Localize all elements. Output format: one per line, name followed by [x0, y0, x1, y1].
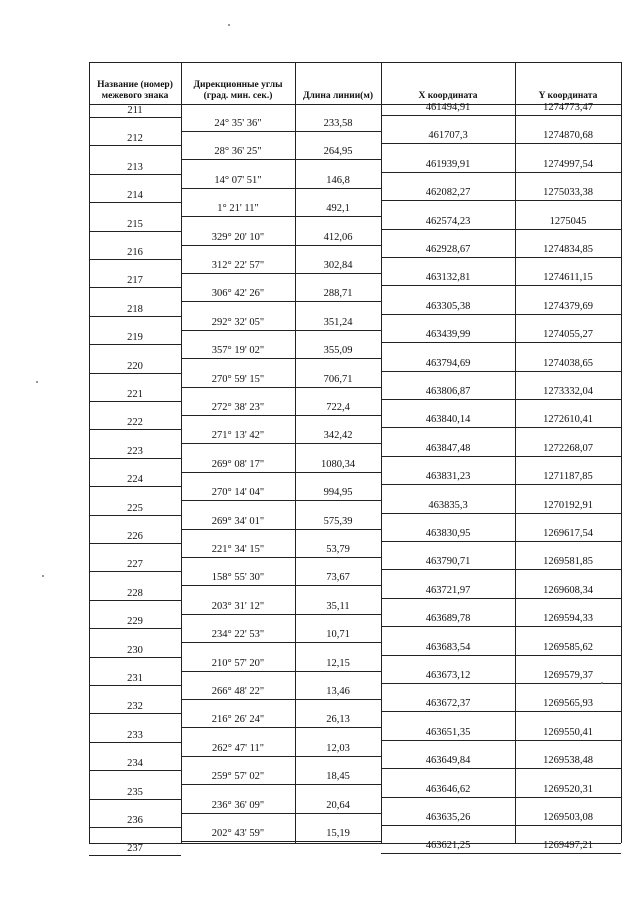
- row-line: [181, 216, 381, 217]
- row-line: [381, 853, 621, 854]
- y-coordinate: 1275033,38: [543, 187, 593, 199]
- y-coordinate: 1274997,54: [543, 158, 593, 170]
- line-length: 18,45: [326, 771, 350, 783]
- point-name: 236: [127, 815, 143, 826]
- row-line: [381, 626, 621, 627]
- point-name: 212: [127, 133, 143, 145]
- row-line: [181, 813, 381, 814]
- row-line: [89, 713, 181, 714]
- x-coordinate: 463835,3: [428, 499, 468, 511]
- point-name: 214: [127, 190, 143, 202]
- x-coordinate: 461939,91: [425, 158, 471, 170]
- point-name: 213: [127, 161, 143, 173]
- point-name: 225: [127, 502, 143, 514]
- row-line: [89, 373, 181, 374]
- row-line: [381, 683, 621, 684]
- x-coordinate: 462574,23: [425, 215, 471, 227]
- y-coordinate: 1273332,04: [543, 386, 593, 397]
- header-angle: Дирекционные углы (град. мин. сек.): [193, 80, 283, 101]
- row-line: [381, 143, 621, 144]
- y-coordinate: 1274055,27: [543, 329, 593, 341]
- line-length: 12,03: [326, 742, 350, 754]
- line-length: 13,46: [326, 686, 350, 697]
- direction-angle: 306° 42' 26": [211, 288, 265, 300]
- direction-angle: 329° 20' 10": [211, 231, 265, 243]
- x-coordinate: 463651,35: [425, 726, 471, 738]
- y-coordinate: 1269520,31: [543, 783, 593, 795]
- row-line: [381, 342, 621, 343]
- y-coordinate: 1269565,93: [543, 698, 593, 710]
- header-y: Y координата: [538, 91, 598, 101]
- direction-angle: 202° 43' 59": [211, 828, 265, 839]
- row-line: [181, 472, 381, 473]
- point-name: 219: [127, 332, 143, 344]
- row-line: [381, 541, 621, 542]
- direction-angle: 1° 21' 11": [217, 203, 259, 215]
- row-line: [381, 200, 621, 201]
- line-length: 492,1: [326, 203, 350, 215]
- scan-speck: [36, 381, 38, 383]
- line-length: 722,4: [326, 402, 350, 413]
- row-line: [89, 62, 621, 63]
- row-line: [181, 557, 381, 558]
- row-line: [381, 399, 621, 400]
- x-coordinate: 461494,91: [425, 102, 471, 113]
- y-coordinate: 1269538,48: [543, 755, 593, 767]
- row-line: [89, 770, 181, 771]
- row-line: [381, 797, 621, 798]
- line-length: 35,11: [326, 600, 350, 612]
- header-x: X координата: [418, 91, 478, 101]
- row-line: [181, 245, 381, 246]
- row-line: [89, 486, 181, 487]
- row-line: [381, 655, 621, 656]
- row-line: [89, 600, 181, 601]
- line-length: 264,95: [323, 146, 353, 158]
- direction-angle: 270° 59' 15": [211, 373, 265, 385]
- row-line: [89, 515, 181, 516]
- y-coordinate: 1274611,15: [543, 272, 593, 284]
- x-coordinate: 463635,26: [425, 812, 471, 823]
- row-line: [181, 500, 381, 501]
- x-coordinate: 463790,71: [425, 556, 471, 568]
- x-coordinate: 463689,78: [425, 613, 471, 625]
- row-line: [381, 456, 621, 457]
- point-name: 218: [127, 303, 143, 315]
- header-name: Название (номер) межевого знака: [97, 80, 173, 101]
- y-coordinate: 1274773,47: [543, 102, 593, 113]
- x-coordinate: 463683,54: [425, 641, 471, 653]
- direction-angle: 262° 47' 11": [212, 742, 264, 754]
- row-line: [381, 427, 621, 428]
- y-coordinate: 1274870,68: [543, 130, 593, 142]
- row-line: [181, 699, 381, 700]
- row-line: [181, 529, 381, 530]
- row-line: [181, 585, 381, 586]
- row-line: [89, 145, 181, 146]
- row-line: [381, 484, 621, 485]
- y-coordinate: 1272610,41: [543, 414, 593, 426]
- x-coordinate: 462082,27: [425, 187, 471, 199]
- point-name: 229: [127, 616, 143, 628]
- point-name: 217: [127, 275, 143, 287]
- line-length: 1080,34: [320, 458, 356, 470]
- row-line: [89, 799, 181, 800]
- point-name: 216: [127, 247, 143, 258]
- row-line: [381, 569, 621, 570]
- direction-angle: 272° 38' 23": [211, 402, 265, 413]
- scan-speck: [42, 575, 44, 577]
- point-name: 234: [127, 758, 143, 770]
- row-line: [89, 742, 181, 743]
- row-line: [89, 429, 181, 430]
- row-line: [89, 571, 181, 572]
- row-line: [89, 344, 181, 345]
- scan-speck: [228, 24, 230, 26]
- line-length: 706,71: [323, 373, 353, 385]
- row-line: [181, 642, 381, 643]
- point-name: 223: [127, 445, 143, 457]
- row-line: [89, 543, 181, 544]
- x-coordinate: 463847,48: [425, 442, 471, 454]
- row-line: [89, 259, 181, 260]
- column-line: [621, 62, 622, 843]
- y-coordinate: 1272268,07: [543, 442, 593, 454]
- y-coordinate: 1269581,85: [543, 556, 593, 568]
- line-length: 575,39: [323, 515, 353, 527]
- line-length: 26,13: [326, 714, 350, 726]
- y-coordinate: 1269617,54: [543, 528, 593, 539]
- row-line: [181, 159, 381, 160]
- row-line: [89, 827, 181, 828]
- line-length: 233,58: [323, 118, 353, 129]
- y-coordinate: 1271187,85: [543, 471, 593, 483]
- row-line: [181, 358, 381, 359]
- direction-angle: 14° 07' 51": [214, 174, 262, 186]
- direction-angle: 270° 14' 04": [211, 487, 265, 499]
- direction-angle: 221° 34' 15": [211, 544, 265, 555]
- row-line: [89, 316, 181, 317]
- point-name: 232: [127, 701, 143, 713]
- line-length: 146,8: [326, 174, 350, 186]
- y-coordinate: 1274834,85: [543, 244, 593, 255]
- row-line: [181, 188, 381, 189]
- header-length: Длина линии(м): [303, 91, 373, 101]
- point-name: 226: [127, 531, 143, 542]
- point-name: 224: [127, 474, 143, 486]
- row-line: [381, 740, 621, 741]
- y-coordinate: 1269608,34: [543, 584, 593, 596]
- row-line: [181, 841, 381, 842]
- row-line: [89, 287, 181, 288]
- direction-angle: 158° 55' 30": [211, 572, 265, 584]
- direction-angle: 259° 57' 02": [211, 771, 265, 783]
- row-line: [181, 784, 381, 785]
- x-coordinate: 463305,38: [425, 300, 471, 312]
- x-coordinate: 463830,95: [425, 528, 471, 539]
- row-line: [181, 387, 381, 388]
- direction-angle: 24° 35' 36": [214, 118, 262, 129]
- line-length: 10,71: [326, 629, 350, 641]
- y-coordinate: 1274038,65: [543, 357, 593, 369]
- y-coordinate: 1269497,21: [543, 840, 593, 852]
- row-line: [181, 614, 381, 615]
- direction-angle: 357° 19' 02": [211, 345, 265, 357]
- direction-angle: 269° 34' 01": [211, 515, 265, 527]
- row-line: [181, 330, 381, 331]
- x-coordinate: 463840,14: [425, 414, 471, 426]
- row-line: [381, 598, 621, 599]
- x-coordinate: 463673,12: [425, 670, 471, 681]
- x-coordinate: 463646,62: [425, 783, 471, 795]
- row-line: [381, 711, 621, 712]
- point-name: 221: [127, 389, 143, 400]
- row-line: [89, 401, 181, 402]
- point-name: 235: [127, 786, 143, 798]
- row-line: [181, 301, 381, 302]
- point-name: 222: [127, 417, 143, 429]
- row-line: [89, 628, 181, 629]
- row-line: [181, 727, 381, 728]
- point-name: 215: [127, 218, 143, 230]
- x-coordinate: 463806,87: [425, 386, 471, 397]
- row-line: [89, 685, 181, 686]
- x-coordinate: 463831,23: [425, 471, 471, 483]
- line-length: 994,95: [323, 487, 353, 499]
- row-line: [181, 273, 381, 274]
- row-line: [181, 443, 381, 444]
- y-coordinate: 1269503,08: [543, 812, 593, 823]
- y-coordinate: 1274379,69: [543, 300, 593, 312]
- line-length: 73,67: [326, 572, 350, 584]
- scan-speck: [601, 682, 603, 684]
- direction-angle: 312° 22' 57": [211, 260, 265, 271]
- point-name: 227: [127, 559, 143, 571]
- direction-angle: 216° 26' 24": [211, 714, 265, 726]
- row-line: [181, 131, 381, 132]
- point-name: 220: [127, 360, 143, 372]
- line-length: 412,06: [323, 231, 353, 243]
- row-line: [381, 513, 621, 514]
- direction-angle: 269° 08' 17": [211, 458, 265, 470]
- point-name: 237: [127, 843, 143, 855]
- row-line: [89, 843, 621, 844]
- direction-angle: 266° 48' 22": [211, 686, 265, 697]
- coordinates-table: [89, 62, 621, 855]
- y-coordinate: 1269594,33: [543, 613, 593, 625]
- y-coordinate: 1269585,62: [543, 641, 593, 653]
- row-line: [381, 371, 621, 372]
- y-coordinate: 1269579,37: [543, 670, 593, 681]
- row-line: [89, 202, 181, 203]
- direction-angle: 28° 36' 25": [214, 146, 262, 158]
- line-length: 20,64: [326, 799, 350, 811]
- direction-angle: 203° 31' 12": [211, 600, 265, 612]
- y-coordinate: 1275045: [549, 215, 587, 227]
- row-line: [89, 657, 181, 658]
- line-length: 288,71: [323, 288, 353, 300]
- point-name: 233: [127, 729, 143, 741]
- row-line: [381, 825, 621, 826]
- line-length: 53,79: [326, 544, 350, 555]
- point-name: 230: [127, 644, 143, 656]
- point-name: 228: [127, 587, 143, 599]
- row-line: [89, 231, 181, 232]
- line-length: 12,15: [326, 657, 350, 669]
- x-coordinate: 463672,37: [425, 698, 471, 710]
- line-length: 351,24: [323, 316, 353, 328]
- row-line: [381, 257, 621, 258]
- direction-angle: 234° 22' 53": [211, 629, 265, 641]
- line-length: 302,84: [323, 260, 353, 271]
- row-line: [381, 229, 621, 230]
- row-line: [89, 174, 181, 175]
- x-coordinate: 463439,99: [425, 329, 471, 341]
- direction-angle: 271° 13' 42": [211, 430, 265, 442]
- x-coordinate: 461707,3: [428, 130, 468, 142]
- x-coordinate: 463621,25: [425, 840, 471, 852]
- x-coordinate: 462928,67: [425, 244, 471, 255]
- row-line: [381, 768, 621, 769]
- line-length: 355,09: [323, 345, 353, 357]
- direction-angle: 210° 57' 20": [211, 657, 265, 669]
- row-line: [181, 415, 381, 416]
- line-length: 15,19: [326, 828, 350, 839]
- y-coordinate: 1270192,91: [543, 499, 593, 511]
- x-coordinate: 463132,81: [425, 272, 471, 284]
- y-coordinate: 1269550,41: [543, 726, 593, 738]
- row-line: [181, 756, 381, 757]
- point-name: 231: [127, 673, 143, 684]
- direction-angle: 236° 36' 09": [211, 799, 265, 811]
- row-line: [181, 671, 381, 672]
- direction-angle: 292° 32' 05": [211, 316, 265, 328]
- line-length: 342,42: [323, 430, 353, 442]
- x-coordinate: 463721,97: [425, 584, 471, 596]
- row-line: [381, 285, 621, 286]
- row-line: [381, 314, 621, 315]
- x-coordinate: 463794,69: [425, 357, 471, 369]
- row-line: [89, 855, 181, 856]
- row-line: [381, 115, 621, 116]
- row-line: [89, 117, 181, 118]
- row-line: [381, 172, 621, 173]
- x-coordinate: 463649,84: [425, 755, 471, 767]
- point-name: 211: [127, 105, 143, 116]
- row-line: [89, 458, 181, 459]
